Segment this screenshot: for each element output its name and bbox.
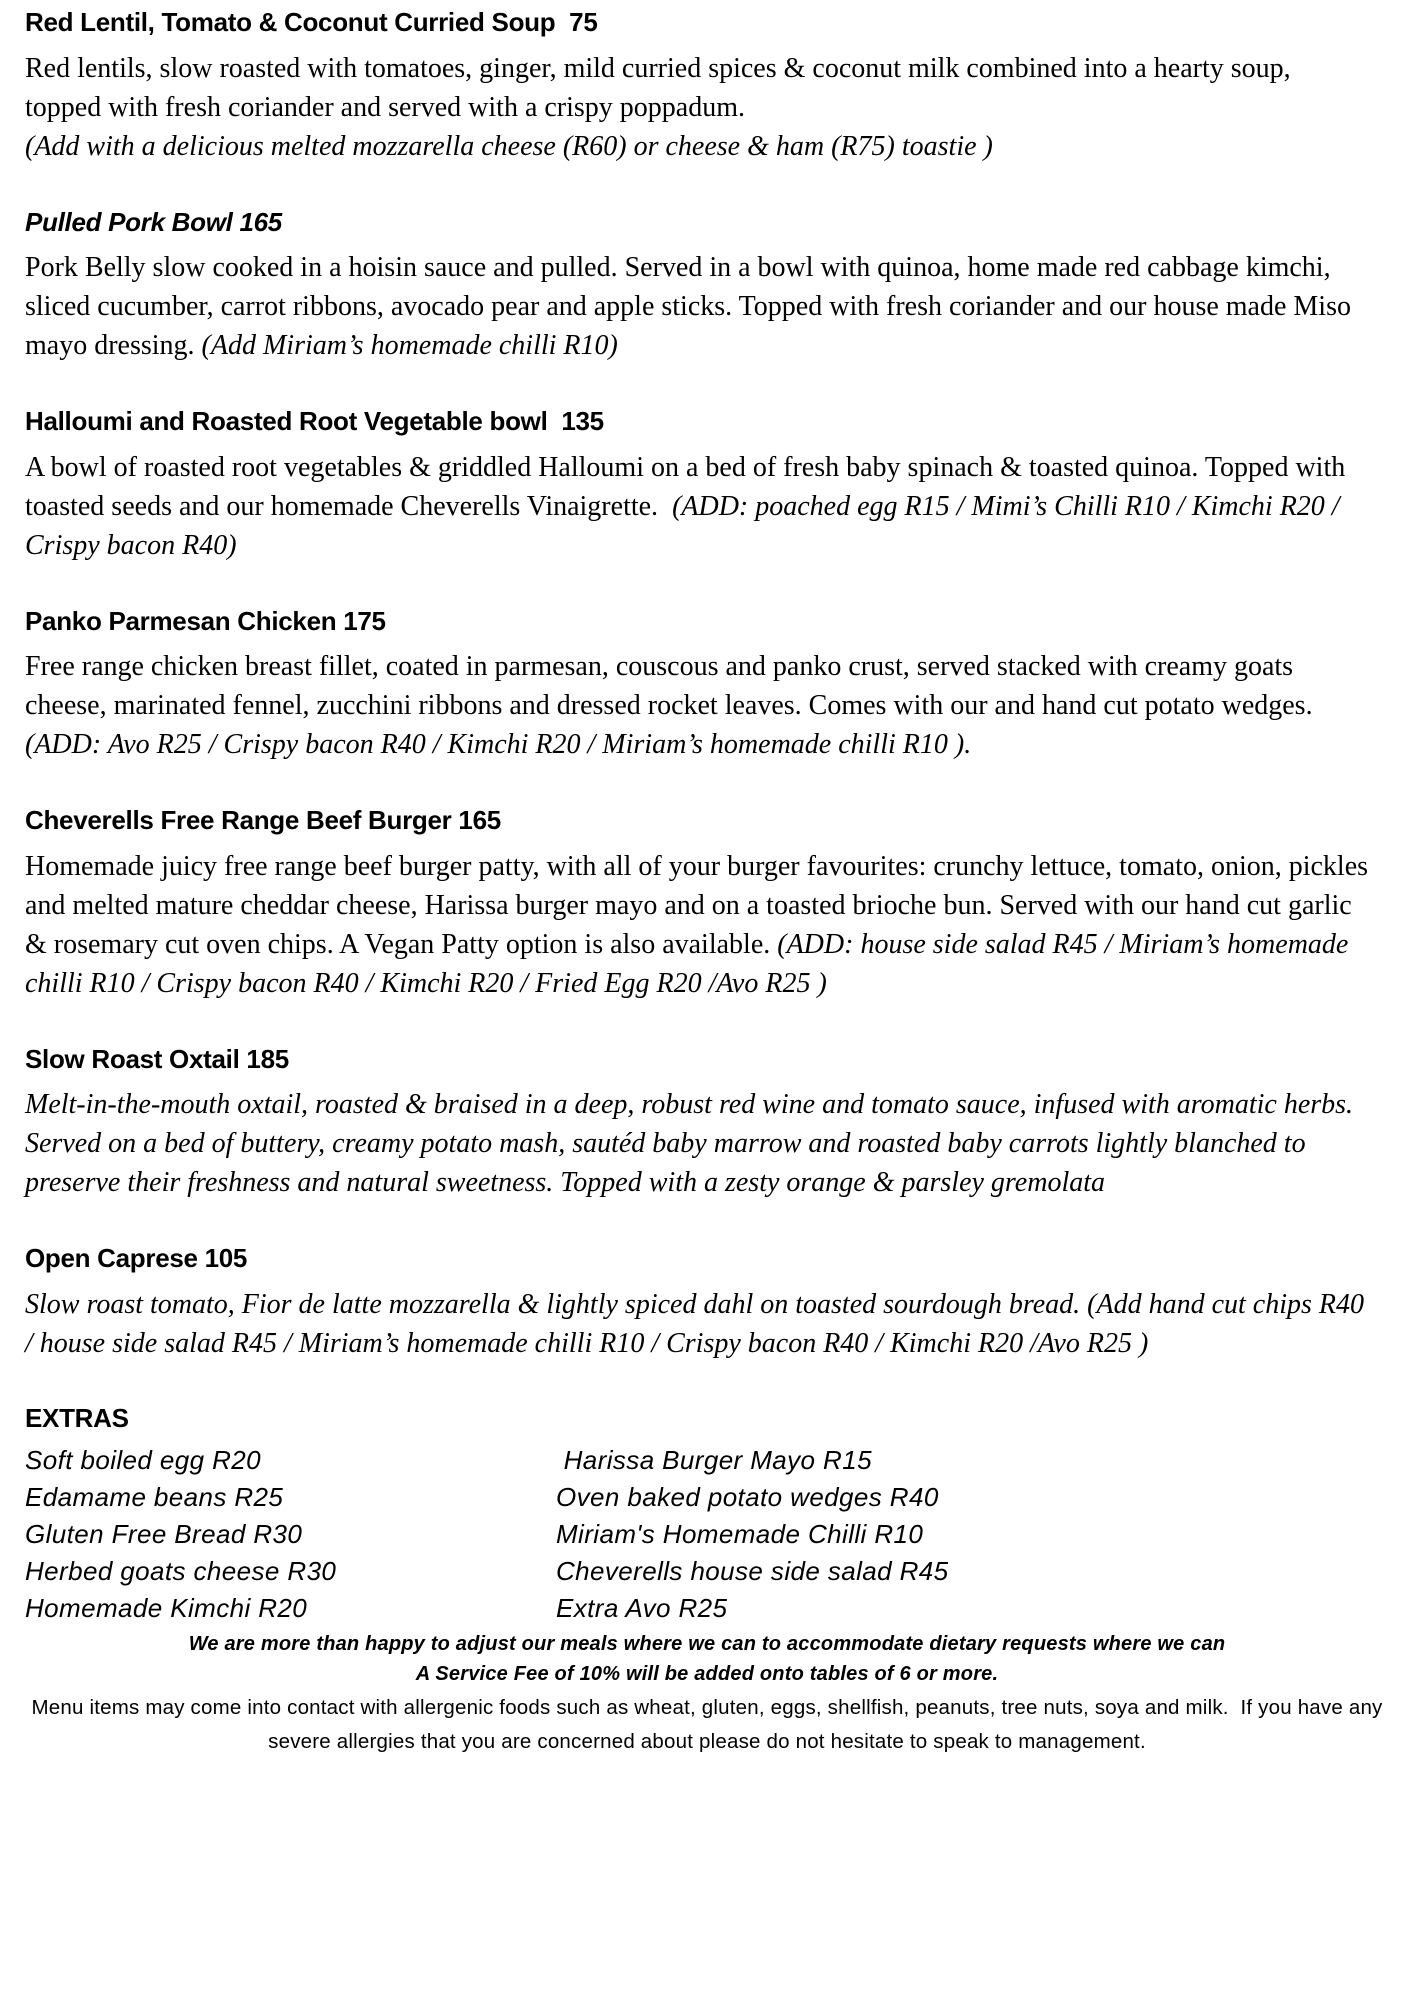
item-description-text: Slow roast tomato, Fior de latte mozzarella & lightly spiced dahl on toasted sourdough bread. (Add hand cut chips R40 / house side salad R45 / Miriam’s homemade chilli R10 / Crispy bacon R40 / Kimchi R20 /Avo R25 ) [25,1288,1364,1359]
item-description [25,448,1373,565]
item-addons-text: (Add with a delicious melted mozzarella cheese (R60) or cheese & ham (R75) toastie ) [25,130,993,162]
extras-list-right [556,1442,949,1627]
footer-allergen-notice: Menu items may come into contact with allergenic foods such as wheat, gluten, eggs, shellfish, peanuts, tree nuts, soya and milk. If you have any severe allergies that you are concerned about please do not hesitate to speak to management. [31,1695,1389,1753]
item-title: Open Caprese 105 [25,1243,248,1273]
menu-item-panko-parmesan-chicken [25,605,1389,765]
item-description [25,49,1373,127]
item-description [25,1285,1373,1363]
extras-columns [25,1442,1389,1627]
item-description-text: Pork Belly slow cooked in a hoisin sauce and pulled. Served in a bowl with quinoa, home made red cabbage kimchi, sliced cucumber, carrot ribbons, avocado pear and apple sticks. Topped with fresh coriander and our house made Miso mayo dressing. [25,252,1351,361]
extras-item: Soft boiled egg R20 [25,1444,261,1475]
item-description-text: A bowl of roasted root vegetables & griddled Halloumi on a bed of fresh baby spinach & toasted quinoa. Topped with toasted seeds and our homemade Cheverells Vinaigrette. [25,451,1346,522]
item-description [25,647,1373,764]
menu-item-halloumi-root-vegetable-bowl [25,405,1389,565]
item-title: Panko Parmesan Chicken 175 [25,605,386,636]
menu-item-red-lentil-soup [25,6,1389,166]
item-addons-text: (Add Miriam’s homemade chilli R10) [201,330,618,361]
extras-item: Harissa Burger Mayo R15 [556,1444,872,1475]
extras-item: Homemade Kimchi R20 [25,1592,308,1623]
extras-item: Oven baked potato wedges R40 [556,1481,939,1512]
extras-item: Gluten Free Bread R30 [25,1518,303,1549]
item-addons-text: (ADD: house side salad R45 / Miriam’s homemade chilli R10 / Crispy bacon R40 / Kimchi R20 / Fried Egg R20 /Avo R25 ) [25,928,1349,999]
item-description [25,1085,1373,1124]
item-title: Slow Roast Oxtail 185 [25,1043,289,1074]
menu-item-beef-burger [25,804,1389,1003]
menu-item-slow-roast-oxtail [25,1043,1389,1203]
footer-note-dietary: We are more than happy to adjust our meals where we can to accommodate dietary requests where we can [188,1632,1226,1655]
item-description [25,248,1373,365]
extras-item: Edamame beans R25 [25,1481,284,1512]
item-description [25,1124,1373,1202]
footer [25,1629,1389,1759]
item-description-text: Served on a bed of buttery, creamy potato mash, sautéd baby marrow and roasted baby carrots lightly blanched to preserve their freshness and natural sweetness. Topped with a zesty orange & parsley gremolata [25,1128,1306,1198]
item-addons [25,127,1373,166]
extras-item: Herbed goats cheese R30 [25,1555,337,1586]
menu-item-pulled-pork-bowl [25,206,1389,366]
extras-heading: EXTRAS [25,1402,129,1433]
item-addons-text: (ADD: poached egg R15 / Mimi’s Chilli R10 / Kimchi R20 / Crispy bacon R40) [25,490,1340,561]
extras-item: Miriam's Homemade Chilli R10 [556,1518,924,1549]
item-description-text: Melt-in-the-mouth oxtail, roasted & braised in a deep, robust red wine and tomato sauce, infused with aromatic herbs. [25,1089,1354,1120]
extras-item: Extra Avo R25 [556,1592,728,1623]
extras-item: Cheverells house side salad R45 [556,1555,949,1586]
item-description-text: Red lentils, slow roasted with tomatoes, ginger, mild curried spices & coconut milk combined into a hearty soup, topped with fresh coriander and served with a crispy poppadum. [25,52,1291,123]
item-title: Cheverells Free Range Beef Burger 165 [25,805,501,835]
menu-item-open-caprese [25,1242,1389,1363]
extras-section [25,1403,1389,1627]
item-title: Pulled Pork Bowl 165 [25,206,282,237]
item-title: Halloumi and Roasted Root Vegetable bowl 135 [25,406,604,436]
item-description-text: Free range chicken breast fillet, coated in parmesan, couscous and panko crust, served stacked with creamy goats cheese, marinated fennel, zucchini ribbons and dressed rocket leaves. Comes with our and hand cut potato wedges. [25,651,1313,721]
item-addons-text: (ADD: Avo R25 / Crispy bacon R40 / Kimchi R20 / Miriam’s homemade chilli R10 ). [25,729,972,760]
item-description [25,847,1373,1003]
item-title: Red Lentil, Tomato & Coconut Curried Soup 75 [25,7,598,37]
extras-list-left [25,1442,556,1627]
item-description-text: Homemade juicy free range beef burger patty, with all of your burger favourites: crunchy lettuce, tomato, onion, pickles and melted mature cheddar cheese, Harissa burger mayo and on a toasted brioche bun. Served with our hand cut garlic & rosemary cut oven chips. A Vegan Patty option is also available. [25,850,1369,960]
footer-note-service-fee: A Service Fee of 10% will be added onto tables of 6 or more. [415,1662,999,1685]
